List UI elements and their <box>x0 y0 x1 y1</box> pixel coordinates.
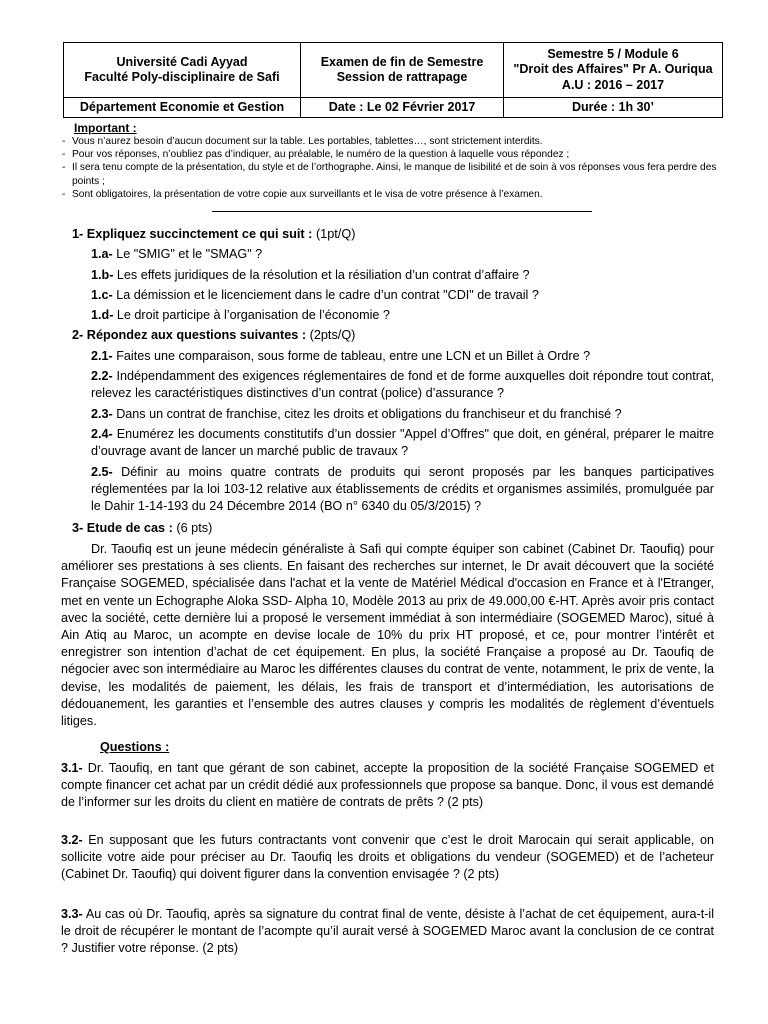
semester-label: Semestre 5 / Module 6 <box>547 46 679 61</box>
question-3-1: 3.1- Dr. Taoufiq, en tant que gérant de son cabinet, accepte la proposition de la société Française SOGEMED et compte financer cet achat par un crédit dédié aux professionnels que propose sa banque. Donc, il vous est demandé de l’informer sur les droits du client en matière de contrats de prêts ? (2 pts) <box>61 761 714 809</box>
section-3-heading: 3- Etude de cas : (6 pts) <box>72 521 213 535</box>
academic-year: A.U : 2016 – 2017 <box>561 77 665 92</box>
exam-title: Examen de fin de Semestre <box>320 54 484 69</box>
faculty-name: Faculté Poly-disciplinaire de Safi <box>84 70 280 84</box>
question-2-3: 2.3- Dans un contrat de franchise, citez les droits et obligations du franchiseur et du franchisé ? <box>91 407 622 421</box>
question-2-4: 2.4- Enumérez les documents constitutifs d’un dossier "Appel d’Offres" que doit, en général, préparer le maitre d’ouvrage avant de lancer un marché public de travaux ? <box>91 427 714 458</box>
date-cell: Date : Le 02 Février 2017 <box>301 98 504 118</box>
question-2-2: 2.2- Indépendamment des exigences réglementaires de fond et de forme auxquelles doit répondre tout contrat, relevez les caractéristiques distinctives d’un contrat (police) d’assurance ? <box>91 369 714 400</box>
case-study-text: Dr. Taoufiq est un jeune médecin généraliste à Safi qui compte équiper son cabinet (Cabinet Dr. Taoufiq) pour améliorer ses prestations à ses clients. En faisant des recherches sur internet, le Dr avait découvert que la société Française SOGEMED, spécialisée dans l'achat et la vente de Matériel Médical d'occasion en France et à l'Etranger, met en vente un Echographe Aloka SSD- Alpha 10, Modèle 2013 au prix de 49.000,00 €-HT. Après avoir pris contact avec la société, cette dernière lui a proposé le versement immédiat à son intermédiaire (SOGEMED Maroc), situé à Ain Atiq au Maroc, un acompte en devise locale de 10% du prix HT proposé, et ce, pour montrer l’intérêt et enregistrer son intention d’achat de cet équipement. En plus, la société Française a proposé au Dr. Taoufiq de négocier avec son intermédiaire au Maroc les différentes clauses du contrat de vente, notamment, le prix de vente, la devise, les modalités de paiement, les délais, les frais de transport et d’intermédiation, les autorisations de dédouanement, les garanties et l’ensemble des autres clauses y compris les modalités de règlement d’éventuels litiges. <box>61 542 714 729</box>
section-1-heading: 1- Expliquez succinctement ce qui suit : (1pt/Q) <box>72 227 356 241</box>
module-cell <box>504 43 723 98</box>
important-notes <box>60 121 720 201</box>
note-item: - Sont obligatoires, la présentation de votre copie aux surveillants et le visa de votre présence à l’examen. <box>60 188 720 201</box>
note-item: - Vous n’aurez besoin d’aucun document sur la table. Les portables, tablettes…, sont strictement interdits. <box>60 135 720 148</box>
question-2-5: 2.5- Définir au moins quatre contrats de produits qui seront proposés par les banques participatives réglementées par la loi 103-12 relative aux établissements de crédits et organismes assimilés, promulguée par le Dahir 1-14-193 du 24 Décembre 2014 (BO n° 6340 du 05/3/2015) ? <box>91 465 714 513</box>
question-3-3: 3.3- Au cas où Dr. Taoufiq, après sa signature du contrat final de vente, désiste à l’achat de cet équipement, aura-t-il le droit de récupérer le montant de l’acompte qu’il aurait versé à SOGEMED Maroc avant la conclusion de ce contrat ? Justifier votre réponse. (2 pts) <box>61 907 714 955</box>
university-name: Université Cadi Ayyad <box>116 54 248 69</box>
question-2-1: 2.1- Faites une comparaison, sous forme de tableau, entre une LCN et un Billet à Ordre ? <box>91 349 591 363</box>
important-title: Important : <box>74 121 137 135</box>
questions-heading: Questions : <box>100 740 170 754</box>
section-2-heading: 2- Répondez aux questions suivantes : (2pts/Q) <box>72 328 356 342</box>
institution-cell <box>64 43 301 98</box>
exam-session: Session de rattrapage <box>336 70 468 84</box>
question-1a: 1.a- Le "SMIG" et le "SMAG" ? <box>91 247 263 261</box>
exam-type-cell <box>301 43 504 98</box>
department-cell: Département Economie et Gestion <box>64 98 301 118</box>
question-1b: 1.b- Les effets juridiques de la résolution et la résiliation d’un contrat d’affaire ? <box>91 268 530 282</box>
module-label: "Droit des Affaires" Pr A. Ouriqua <box>513 62 713 77</box>
separator-line <box>212 211 592 212</box>
question-1c: 1.c- La démission et le licenciement dans le cadre d’un contrat "CDI" de travail ? <box>91 288 539 302</box>
exam-header-table <box>63 42 723 118</box>
note-item: - Pour vos réponses, n’oubliez pas d’indiquer, au préalable, le numéro de la question à laquelle vous répondez ; <box>60 148 720 161</box>
question-1d: 1.d- Le droit participe à l’organisation de l’économie ? <box>91 308 390 322</box>
duration-cell: Durée : 1h 30’ <box>504 98 723 118</box>
note-item: - Il sera tenu compte de la présentation, du style et de l’orthographe. Ainsi, le manque de lisibilité et de soin à vos réponses vous fera perdre des points ; <box>60 161 720 187</box>
question-3-2: 3.2- En supposant que les futurs contractants vont convenir que c’est le droit Marocain qui serait applicable, on sollicite votre aide pour préciser au Dr. Taoufiq les droits et obligations du vendeur (SOGEMED) et de l’acheteur (Cabinet Dr. Taoufiq) qui doivent figurer dans la convention envisagée ? (2 pts) <box>61 833 714 881</box>
